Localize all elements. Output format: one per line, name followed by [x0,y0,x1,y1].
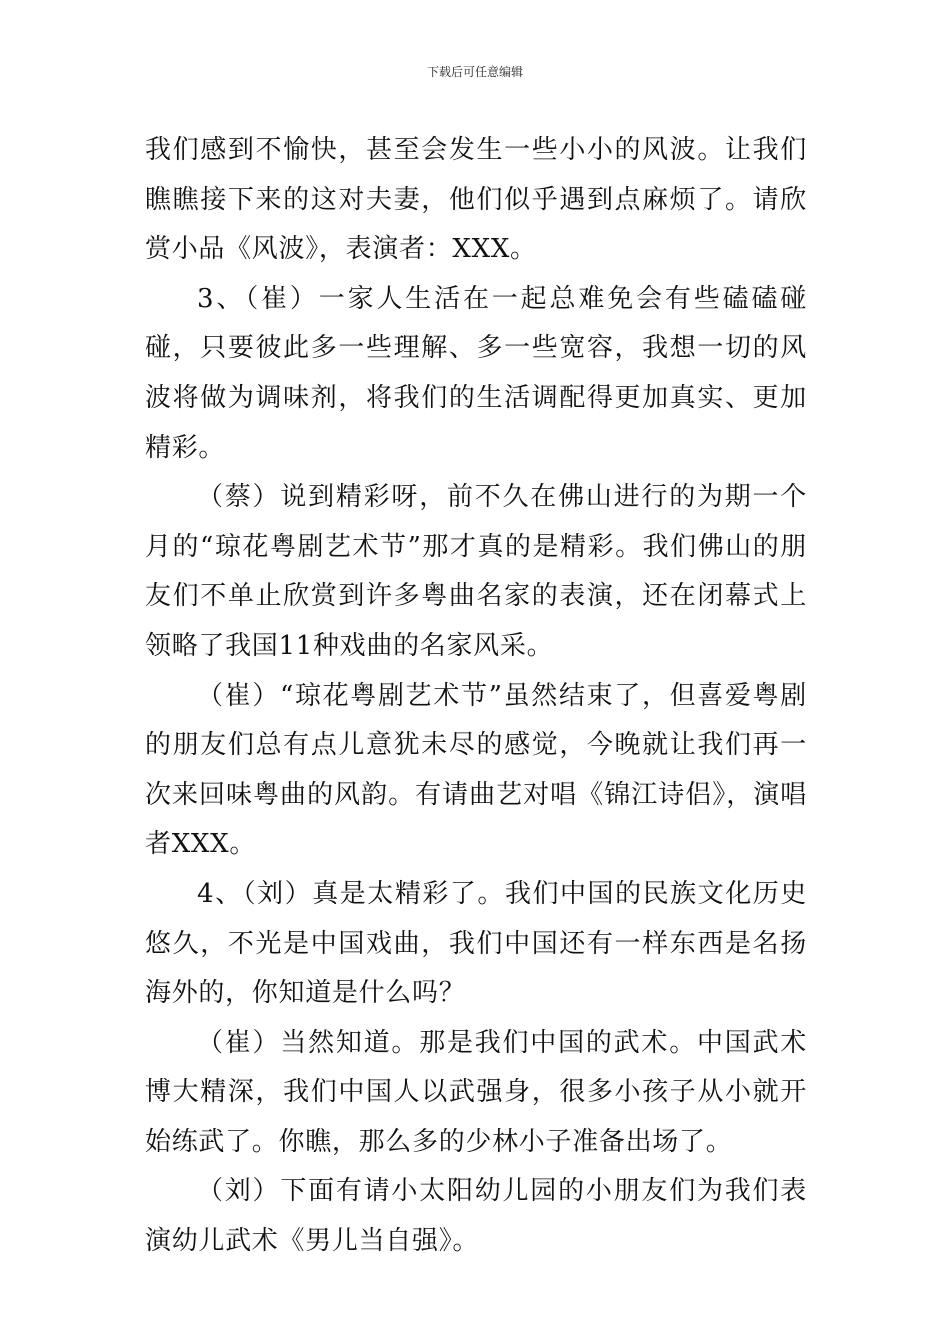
paragraph-4: （崔）“琼花粤剧艺术节”虽然结束了，但喜爱粤剧的朋友们总有点儿意犹未尽的感觉，今晚就让我们再一次来回味粤曲的风韵。有请曲艺对唱《锦江诗侣》，演唱者XXX。 [145,680,807,860]
paragraph-7: （刘）下面有请小太阳幼儿园的小朋友们为我们表演幼儿武术《男儿当自强》。 [145,1176,807,1257]
paragraph-1: 我们感到不愉快，甚至会发生一些小小的风波。让我们瞧瞧接下来的这对夫妻，他们似乎遇到点麻烦了。请欣赏小品《风波》，表演者：XXX。 [145,135,807,265]
paragraph-5: 4、（刘）真是太精彩了。我们中国的民族文化历史悠久，不光是中国戏曲，我们中国还有一样东西是名扬海外的，你知道是什么吗？ [145,878,807,1009]
page-header: 下载后可任意编辑 [426,65,523,79]
paragraph-2: 3、（崔）一家人生活在一起总难免会有些磕磕碰碰，只要彼此多一些理解、多一些宽容，我想一切的风波将做为调味剂，将我们的生活调配得更加真实、更加精彩。 [145,283,807,463]
document-body [145,126,807,1267]
paragraph-3: （蔡）说到精彩呀，前不久在佛山进行的为期一个月的“琼花粤剧艺术节”那才真的是精彩。我们佛山的朋友们不单止欣赏到许多粤曲名家的表演，还在闭幕式上领略了我国11种戏曲的名家风采。 [145,482,807,661]
paragraph-6: （崔）当然知道。那是我们中国的武术。中国武术博大精深，我们中国人以武强身，很多小孩子从小就开始练武了。你瞧，那么多的少林小子准备出场了。 [145,1027,807,1157]
